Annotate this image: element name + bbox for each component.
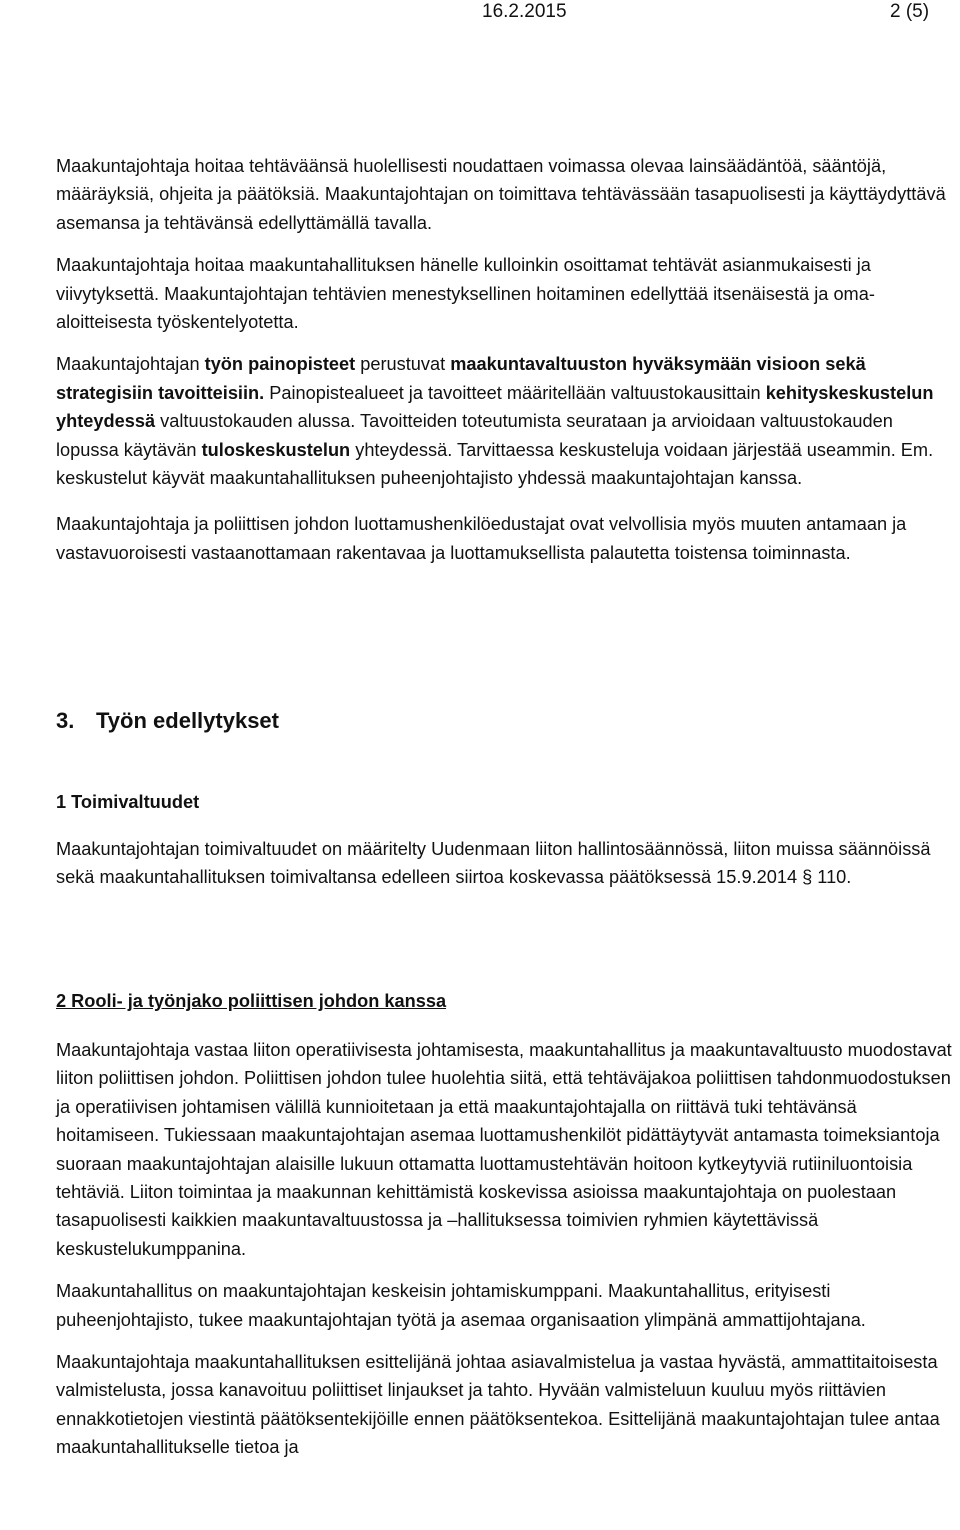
- p3-bold-4: tuloskeskustelun: [201, 439, 351, 460]
- p3-bold-1: työn painopisteet: [204, 354, 356, 375]
- p3-bold-3: kehityskeskustelun yhteydessä: [56, 382, 934, 432]
- section-1-heading: 1 Toimivaltuudet: [56, 792, 200, 812]
- p3-text-2: perustuvat: [355, 354, 451, 375]
- chapter-heading: [56, 706, 279, 736]
- header-date: 16.2.2015: [482, 1, 567, 22]
- section-2-body: [56, 1036, 956, 1462]
- p3-text-1: Maakuntajohtajan: [56, 354, 205, 375]
- p3-text-3: Painopistealueet ja tavoitteet määritellään valtuustokausittain: [264, 382, 766, 403]
- paragraph-3: [56, 350, 956, 492]
- section-2-heading: 2 Rooli- ja työnjako poliittisen johdon kanssa: [56, 991, 447, 1011]
- paragraph-4: Maakuntajohtaja ja poliittisen johdon luottamushenkilöedustajat ovat velvollisia myös muuten antamaan ja vastavuoroisesti vastaanottamaan rakentavaa ja luottamuksellista palautetta toistensa toiminnasta.: [56, 514, 907, 563]
- chapter-title: Työn edellytykset: [96, 708, 279, 733]
- intro-section: [56, 152, 956, 567]
- section-2-paragraph-3: Maakuntajohtaja maakuntahallituksen esittelijänä johtaa asiavalmistelua ja vastaa hyvästä, ammattitaitoisesta valmistelusta, jossa kanavoituu poliittiset linjaukset ja tahto. Hyvään valmisteluun kuuluu myös riittävien ennakkotietojen viestintä päätöksentekijöille ennen päätöksentekoa. Esittelijänä maakuntajohtajan tulee antaa maakuntahallitukselle tietoa ja: [56, 1352, 940, 1458]
- paragraph-2: Maakuntajohtaja hoitaa maakuntahallituksen hänelle kulloinkin osoittamat tehtävät asianmukaisesti ja viivytyksettä. Maakuntajohtajan tehtävien menestyksellinen hoitaminen edellyttää itsenäisestä ja oma-aloitteisesta työskentelyotetta.: [56, 255, 875, 333]
- p3-text-5: yhteydessä. Tarvittaessa keskusteluja voidaan järjestää useammin. Em. keskustelut käyvät maakuntahallituksen puheenjohtajisto yhdessä maakuntajohtajan kanssa.: [56, 439, 934, 489]
- header-page-number: 2 (5): [890, 1, 930, 22]
- section-2-paragraph-2: Maakuntahallitus on maakuntajohtajan keskeisin johtamiskumppani. Maakuntahallitus, erityisesti puheenjohtajisto, tukee maakuntajohtajan työtä ja asemaa organisaation ylimpänä ammattijohtajana.: [56, 1281, 866, 1330]
- p3-text-4: valtuustokauden alussa. Tavoitteiden toteutumista seurataan ja arvioidaan valtuustokauden lopussa käytävän: [56, 411, 893, 460]
- section-1-text: Maakuntajohtajan toimivaltuudet on määritelty Uudenmaan liiton hallintosäännössä, liiton muissa säännöissä sekä maakuntahallituksen toimivaltansa edelleen siirtoa koskevassa päätöksessä 15.9.2014 § 110.: [56, 839, 931, 888]
- chapter-number: 3.: [56, 708, 75, 733]
- section-2-paragraph-1: Maakuntajohtaja vastaa liiton operatiivisesta johtamisesta, maakuntahallitus ja maakuntavaltuusto muodostavat liiton poliittisen johdon. Poliittisen johdon tulee huolehtia siitä, että tehtäväjakoa poliittisen tahdonmuodostuksen ja operatiivisen johtamisen välillä kunnioitetaan ja että maakuntajohtajalla on riittävä tuki tehtävänsä hoitamiseen. Tukiessaan maakuntajohtajan asemaa luottamushenkilöt pidättäytyvät antamasta toimeksiantoja suoraan maakuntajohtajan alaisille lukuun ottamatta luottamustehtävän hoitoon kytkeytyviä rutiiniluontoisia tehtäviä. Liiton toimintaa ja maakunnan kehittämistä koskevissa asioissa maakuntajohtaja on puolestaan tasapuolisesti kaikkien maakuntavaltuustossa ja –hallituksessa toimivien ryhmien käytettävissä keskustelukumppanina.: [56, 1040, 952, 1259]
- p3-bold-2: maakuntavaltuuston hyväksymään visioon sekä strategisiin tavoitteisiin.: [56, 354, 866, 403]
- section-1-body: [56, 835, 956, 892]
- paragraph-1: Maakuntajohtaja hoitaa tehtäväänsä huolellisesti noudattaen voimassa olevaa lainsäädäntöä, sääntöjä, määräyksiä, ohjeita ja päätöksiä. Maakuntajohtajan on toimittava tehtävässään tasapuolisesti ja käyttäydyttävä asemansa ja tehtävänsä edellyttämällä tavalla.: [56, 156, 946, 233]
